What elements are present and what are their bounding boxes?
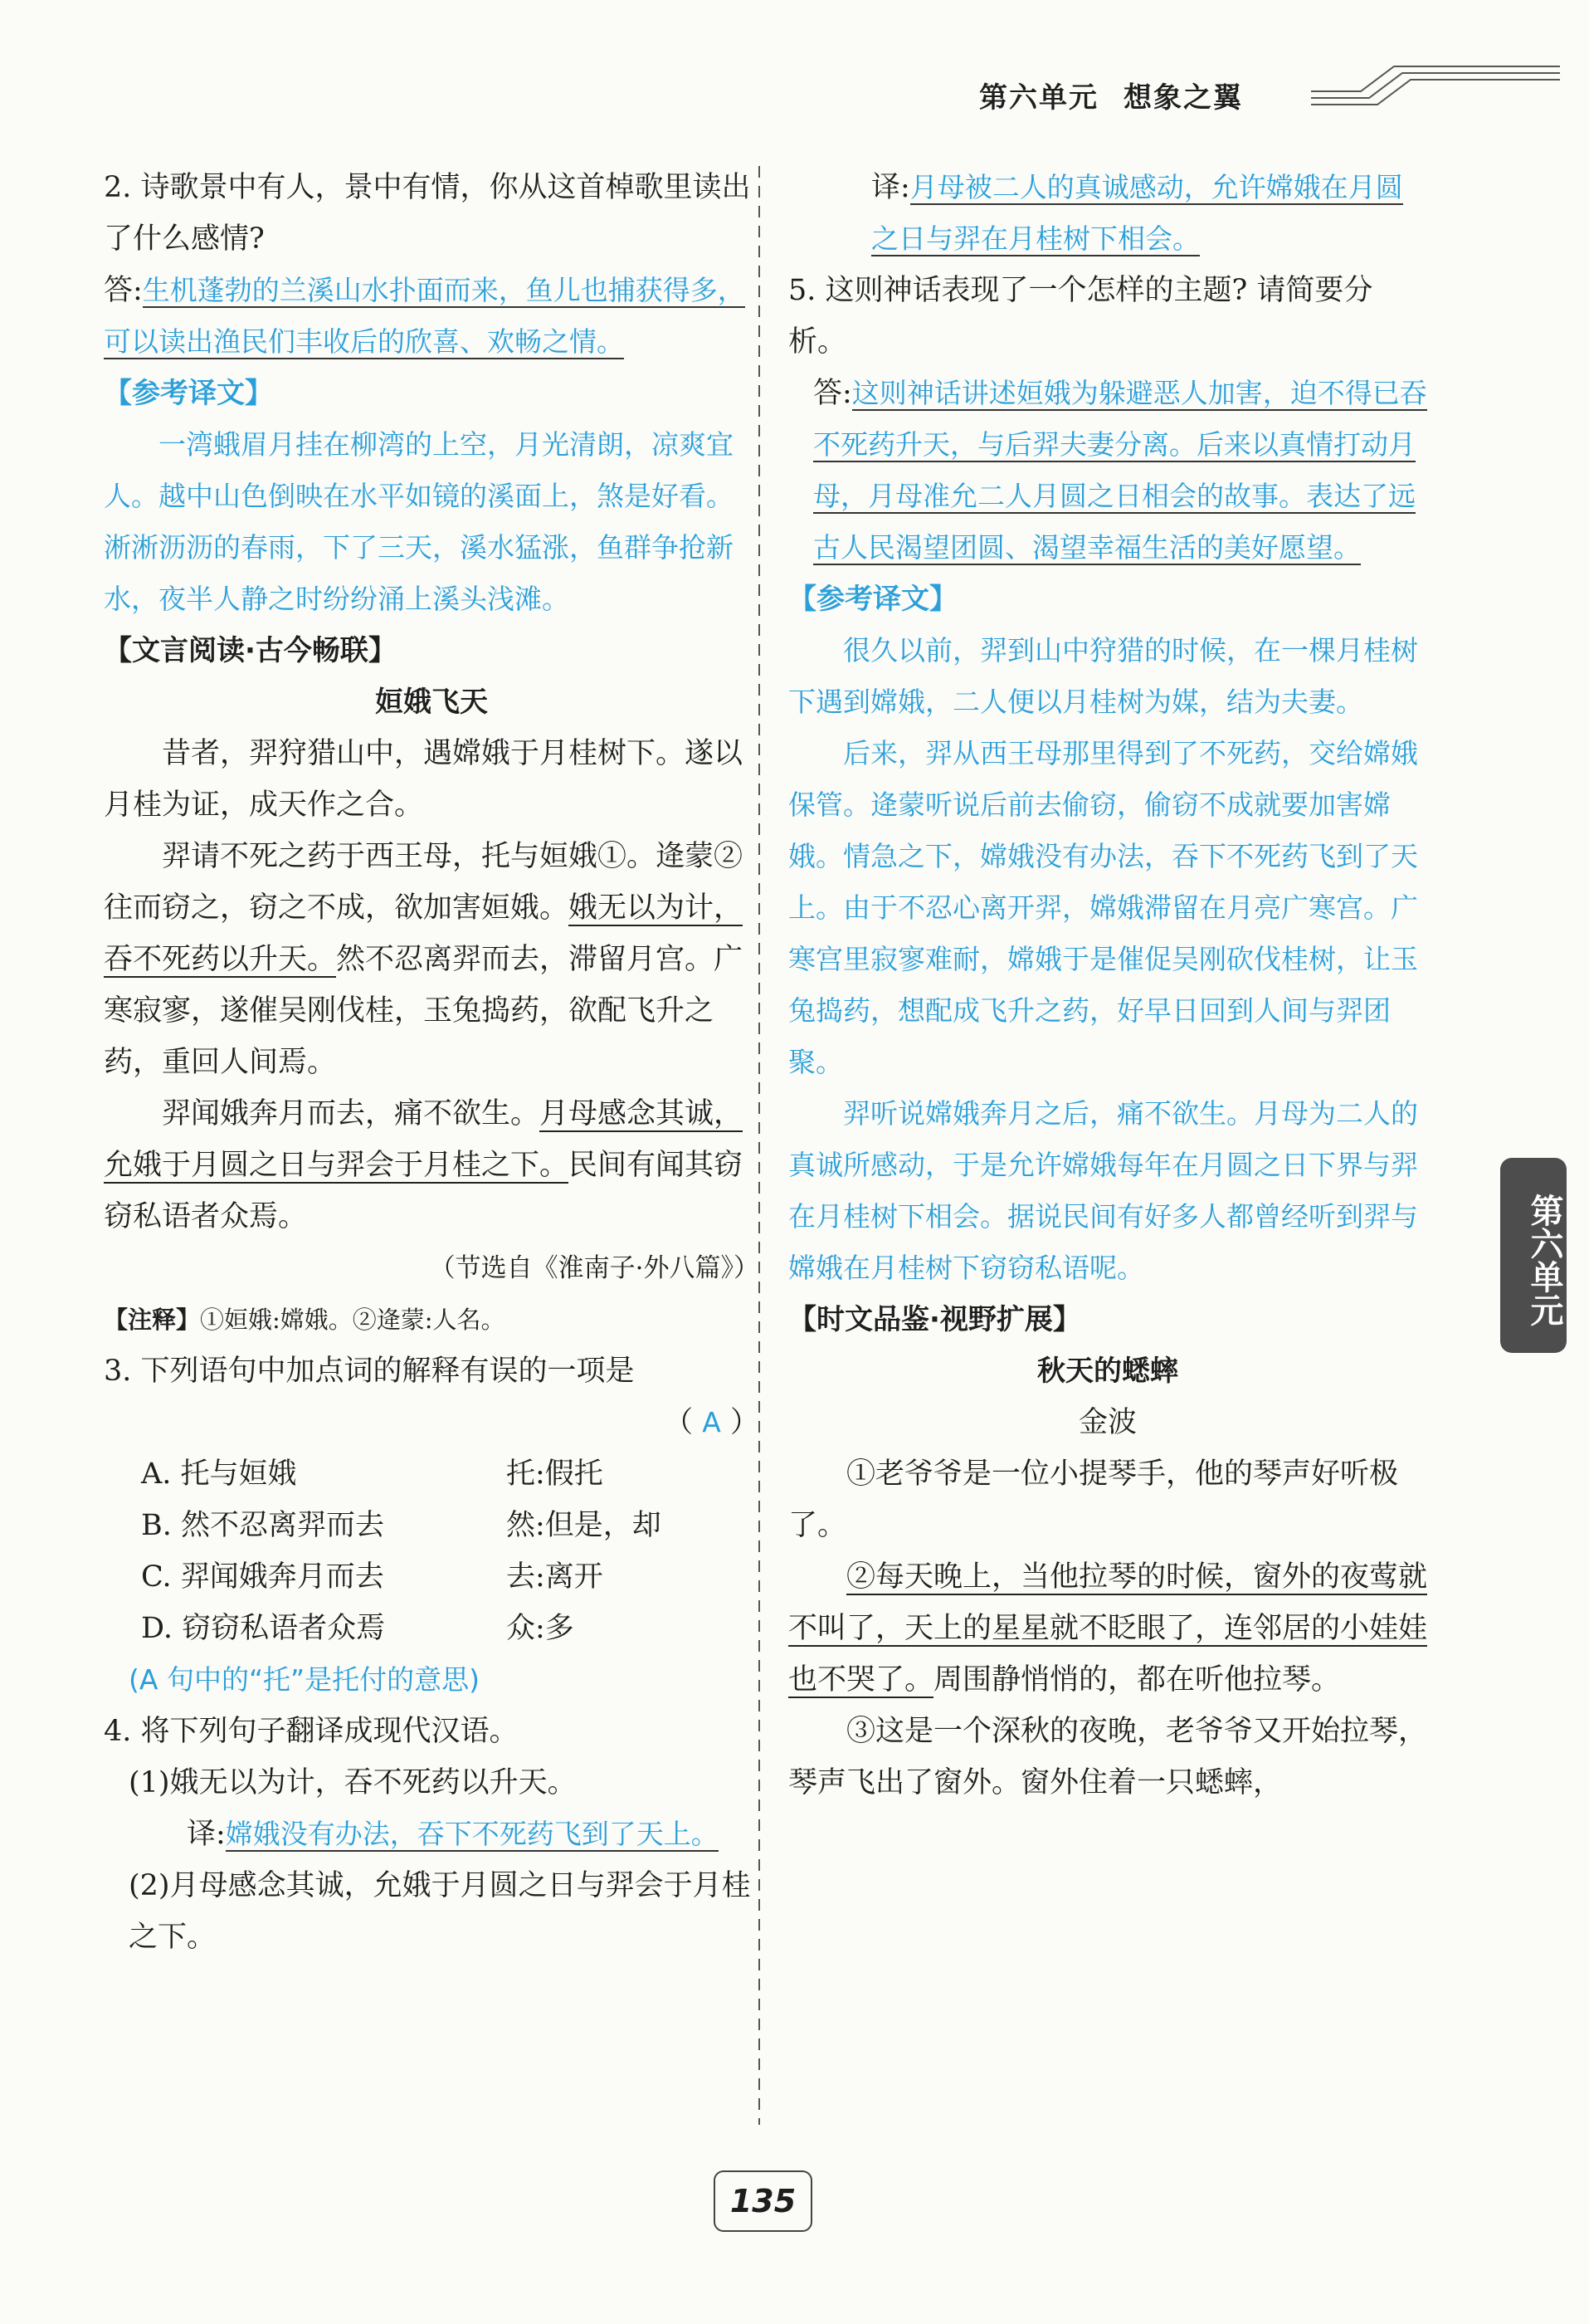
para3-part1: 羿闻娥奔月而去，痛不欲生。	[162, 1097, 540, 1130]
ref2-para-3: 羿听说嫦娥奔月之后，痛不欲生。月母为二人的真诚所感动，于是允许嫦娥每年在月圆之日下界与羿在月桂树下相会。据说民间有好多人都曾经听到羿与嫦娥在月桂树下窃窃私语呢。	[788, 1097, 1418, 1284]
q2-answer	[104, 265, 759, 368]
left-column	[104, 162, 759, 1963]
para3-part3: 民间有闻其窃窃私语者众焉。	[104, 1149, 743, 1233]
essay-para-2-rest: 周围静悄悄的，都在听他拉琴。	[933, 1663, 1341, 1697]
q4-sentence-2: (2)月母感念其诚，允娥于月圆之日与羿会于月桂之下。	[129, 1869, 751, 1954]
q2-answer-text: 生机蓬勃的兰溪山水扑面而来，鱼儿也捕获得多，可以读出渔民们丰收后的欣喜、欢畅之情。	[104, 274, 745, 358]
option-a: A. 托与姮娥 托:假托	[141, 1457, 603, 1491]
q2-question: 2. 诗歌景中有人，景中有情，你从这首棹歌里读出了什么感情?	[104, 171, 751, 256]
essay-title: 秋天的蟋蟀	[1037, 1355, 1178, 1388]
classical-para-3	[104, 1088, 759, 1243]
section-heading: 【文言阅读·古今畅联】	[104, 634, 397, 667]
section-heading-2: 【时文品鉴·视野扩展】	[788, 1303, 1081, 1336]
q3-explanation: (A 句中的“托”是托付的意思)	[129, 1663, 480, 1696]
translation-2-text: 月母被二人的真诚感动，允许嫦娥在月圆之日与羿在月桂树下相会。	[871, 171, 1403, 255]
option-b: B. 然不忍离羿而去 然:但是，却	[141, 1509, 661, 1542]
source-citation: （节选自《淮南子·外八篇》）	[429, 1253, 759, 1283]
option-d: D. 窃窃私语者众焉 众:多	[141, 1612, 574, 1645]
header-decoration	[1311, 58, 1560, 116]
note-label: 【注释】	[104, 1306, 201, 1334]
ref2-para-2: 后来，羿从西王母那里得到了不死药，交给嫦娥保管。逄蒙听说后前去偷窃，偷窃不成就要加害嫦娥。情急之下，嫦娥没有办法，吞下不死药飞到了天上。由于不忍心离开羿，嫦娥滞留在月亮广寒宫。广寒宫里寂寥难耐，嫦娥于是催促吴刚砍伐桂树，让玉兔捣药，想配成飞升之药，好早日回到人间与羿团聚。	[788, 737, 1418, 1078]
unit-side-tab: 第六单元	[1500, 1158, 1567, 1353]
translation-label: 译:	[187, 1818, 226, 1851]
q4-translation-1	[104, 1809, 759, 1860]
poem-title: 姮娥飞天	[375, 686, 488, 719]
q5-answer-text: 这则神话讲述姮娥为躲避恶人加害，迫不得已吞不死药升天，与后羿夫妻分离。后来以真情打动月母，月母准允二人月圆之日相会的故事。表达了远古人民渴望团圆、渴望幸福生活的美好愿望。	[813, 377, 1427, 564]
essay-para-2-underlined: ②每天晚上，当他拉琴的时候，窗外的夜莺就不叫了，天上的星星就不眨眼了，连邻居的小娃娃也不哭了。	[788, 1560, 1428, 1697]
ref2-para-1: 很久以前，羿到山中狩猎的时候，在一棵月桂树下遇到嫦娥，二人便以月桂树为媒，结为夫妻。	[788, 634, 1418, 718]
right-column	[788, 162, 1427, 1809]
classical-para-1: 昔者，羿狩猎山中，遇嫦娥于月桂树下。遂以月桂为证，成天作之合。	[104, 737, 743, 822]
unit-label: 第六单元	[979, 81, 1099, 115]
ref-translation: 一湾蛾眉月挂在柳湾的上空，月光清朗，凉爽宜人。越中山色倒映在水平如镜的溪面上，煞是好看。淅淅沥沥的春雨，下了三天，溪水猛涨，鱼群争抢新水，夜半人静之时纷纷涌上溪头浅滩。	[104, 428, 734, 615]
classical-para-2	[104, 831, 759, 1088]
ref-label: 【参考译文】	[104, 377, 273, 410]
theme-label: 想象之翼	[1124, 81, 1243, 115]
essay-para-2	[788, 1551, 1427, 1706]
note-text: ①姮娥:嫦娥。②逄蒙:人名。	[200, 1306, 505, 1334]
q5-answer	[788, 368, 1427, 574]
q5-question: 5. 这则神话表现了一个怎样的主题? 请简要分析。	[788, 274, 1373, 359]
page-number: 135	[714, 2170, 812, 2232]
essay-author: 金波	[1078, 1406, 1137, 1439]
notes	[104, 1294, 759, 1345]
translation-1-text: 嫦娥没有办法，吞下不死药飞到了天上。	[225, 1818, 719, 1850]
q4-sentence-1: (1)娥无以为计，吞不死药以升天。	[129, 1766, 577, 1799]
ref-label-2: 【参考译文】	[788, 583, 958, 616]
q4-translation-2	[788, 162, 1427, 265]
para2-part3: 然不忍离羿而去，滞留月宫。广寒寂寥，遂催吴刚伐桂，玉兔捣药，欲配飞升之药，重回人间焉。	[104, 943, 743, 1079]
answer-label: 答:	[104, 274, 143, 307]
page-header	[979, 75, 1268, 115]
essay-para-3: ③这是一个深秋的夜晚，老爷爷又开始拉琴，琴声飞出了窗外。窗外住着一只蟋蟀，	[788, 1715, 1428, 1799]
para3-underlined: 月母感念其诚，允娥于月圆之日与羿会于月桂之下。	[104, 1097, 743, 1182]
q4-question: 4. 将下列句子翻译成现代汉语。	[104, 1715, 519, 1748]
para2-part1: 羿请不死之药于西王母，托与姮娥①。逄蒙②往而窃之，窃之不成，欲加害姮娥。	[104, 840, 743, 925]
option-c: C. 羿闻娥奔月而去 去:离开	[141, 1560, 603, 1594]
para2-underlined: 娥无以为计，吞不死药以升天。	[104, 891, 743, 976]
answer-label-2: 答:	[813, 377, 852, 410]
translation-label-2: 译:	[871, 171, 910, 204]
essay-para-1: ①老爷爷是一位小提琴手，他的琴声好听极了。	[788, 1457, 1399, 1542]
q3-answer-slot: （ A ）	[664, 1406, 759, 1439]
q3-question: 3. 下列语句中加点词的解释有误的一项是	[104, 1355, 635, 1388]
q3-answer: A	[702, 1406, 721, 1438]
